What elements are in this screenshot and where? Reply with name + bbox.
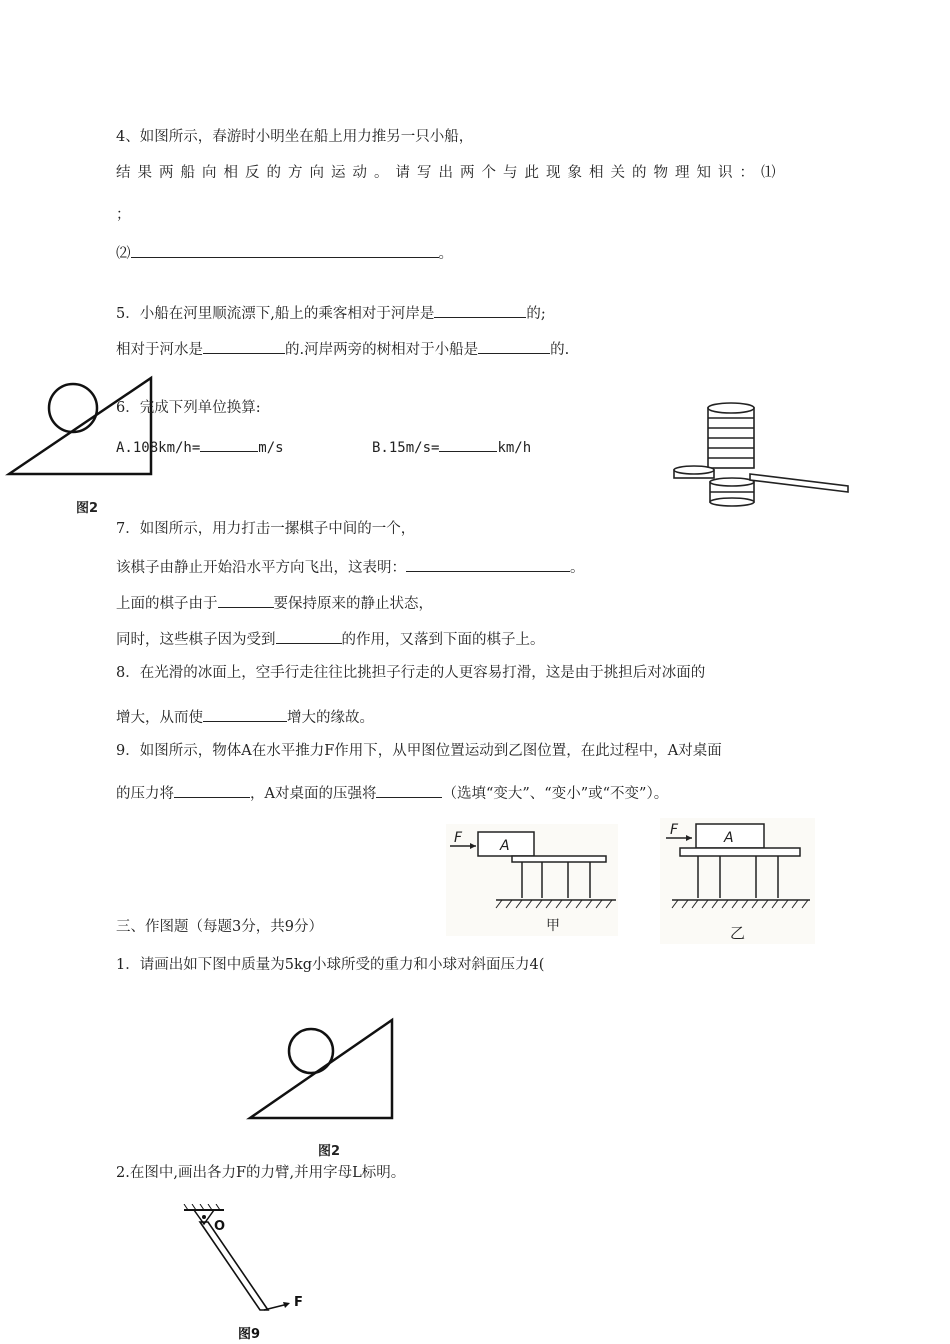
table-top-jia: [512, 856, 606, 862]
q5-text-e: 的.: [550, 342, 570, 358]
q7-line3: [116, 591, 433, 614]
caption-jia: 甲: [546, 918, 560, 934]
incline-triangle-large: [250, 1020, 392, 1118]
q8-line1: 8．在光滑的冰面上，空手行走往往比挑担子行走的人更容易打滑，这是由于挑担后对冰面的: [116, 665, 706, 681]
fig2-label: 图2: [76, 501, 99, 516]
q4-line3: ；: [116, 207, 131, 223]
force-label: F: [294, 1295, 303, 1310]
q7-text-b: 。: [570, 560, 585, 576]
q8-text-b: 增大的缘故。: [287, 710, 374, 726]
q9-text-c: （选填“变大”、“变小”或“不变”）。: [442, 786, 669, 802]
q6-part-a: [116, 435, 284, 458]
table-figure-jia: [446, 824, 618, 936]
q7-blank-1[interactable]: [406, 555, 570, 572]
q5-text-d: 的.河岸两旁的树相对于小船是: [285, 342, 479, 358]
q7-text-a: 该棋子由静止开始沿水平方向飞出，这表明：: [116, 560, 406, 576]
lever-arm: [200, 1222, 268, 1310]
block-label-yi: A: [724, 830, 734, 846]
q4-line4: [116, 241, 453, 264]
q4-suffix: 。: [438, 246, 453, 262]
ball-large: [289, 1029, 333, 1073]
q6-b-prefix: B.15m/s=: [372, 440, 440, 456]
q7-blank-3[interactable]: [276, 627, 342, 644]
q9-line1: 9．如图所示，物体A在水平推力F作用下，从甲图位置运动到乙图位置，在此过程中，A对桌面: [116, 743, 722, 759]
q9-blank-2[interactable]: [376, 781, 442, 798]
q7-text-f: 的作用，又落到下面的棋子上。: [341, 632, 545, 648]
force-label-yi: F: [670, 822, 679, 838]
q4-line1: 4、如图所示，春游时小明坐在船上用力推另一只小船，: [116, 129, 474, 145]
q9-text-a: 的压力将: [116, 786, 174, 802]
fig9-label: 图9: [238, 1327, 261, 1342]
q5-text-b: 的;: [526, 306, 546, 322]
lever-figure: [180, 1204, 320, 1344]
table-top-yi: [680, 848, 800, 856]
q8-line2: [116, 705, 374, 728]
q6-a-suffix: m/s: [258, 440, 284, 456]
q5-blank-2[interactable]: [203, 337, 285, 354]
q7-line2: [116, 555, 585, 578]
q6-part-b: [372, 435, 531, 458]
q7-line4: [116, 627, 545, 650]
q6-b-suffix: km/h: [497, 440, 532, 456]
force-label-jia: F: [454, 830, 463, 846]
q4-answer-blank-2[interactable]: [131, 241, 439, 258]
q5-text-c: 相对于河水是: [116, 342, 203, 358]
caption-yi: 乙: [730, 924, 746, 942]
q8-text-a: 增大，从而使: [116, 710, 203, 726]
q7-blank-2[interactable]: [218, 591, 274, 608]
q6-a-prefix: A.108km/h=: [116, 440, 201, 456]
q5-text-a: 5．小船在河里顺流漂下,船上的乘客相对于河岸是: [116, 306, 435, 322]
q6-blank-a[interactable]: [200, 435, 258, 452]
chess-stack-figure: [668, 400, 853, 512]
incline-ball-figure-small: [5, 372, 155, 477]
ball: [49, 384, 97, 432]
q6-blank-b[interactable]: [439, 435, 497, 452]
pivot-point: [202, 1215, 206, 1219]
q4-line2: 结果两船向相反的方向运动。请写出两个与此现象相关的物理知识：⑴: [116, 165, 783, 181]
q9-blank-1[interactable]: [174, 781, 250, 798]
stack-top: [708, 403, 754, 413]
section3-q2: 2.在图中,画出各力F的力臂,并用字母L标明。: [116, 1165, 406, 1181]
fig2-label-large: 图2: [318, 1144, 341, 1159]
q7-text-c: 上面的棋子由于: [116, 596, 218, 612]
q7-line1: 7．如图所示，用力打击一摞棋子中间的一个，: [116, 521, 416, 537]
section3-q1: 1．请画出如下图中质量为5kg小球所受的重力和小球对斜面压力4(: [116, 957, 545, 973]
incline-triangle: [9, 378, 151, 474]
q7-text-d: 要保持原来的静止状态，: [273, 596, 433, 612]
q5-blank-1[interactable]: [434, 301, 526, 318]
q9-line2: [116, 781, 668, 804]
q5-line2: [116, 337, 569, 360]
q4-prefix: ⑵: [116, 246, 131, 262]
q8-blank-1[interactable]: [203, 705, 287, 722]
section3-title: 三、作图题（每题3分，共9分）: [116, 919, 323, 935]
q5-line1: [116, 301, 546, 324]
block-label-jia: A: [500, 838, 510, 854]
q9-text-b: ，A对桌面的压强将: [250, 786, 377, 802]
q7-text-e: 同时，这些棋子因为受到: [116, 632, 276, 648]
pivot-label: O: [214, 1219, 226, 1234]
q6-title: 6．完成下列单位换算:: [116, 400, 261, 416]
q5-blank-3[interactable]: [478, 337, 550, 354]
table-figure-yi: [660, 818, 815, 944]
incline-ball-figure-large: [246, 1016, 398, 1122]
striking-ruler: [750, 474, 848, 492]
